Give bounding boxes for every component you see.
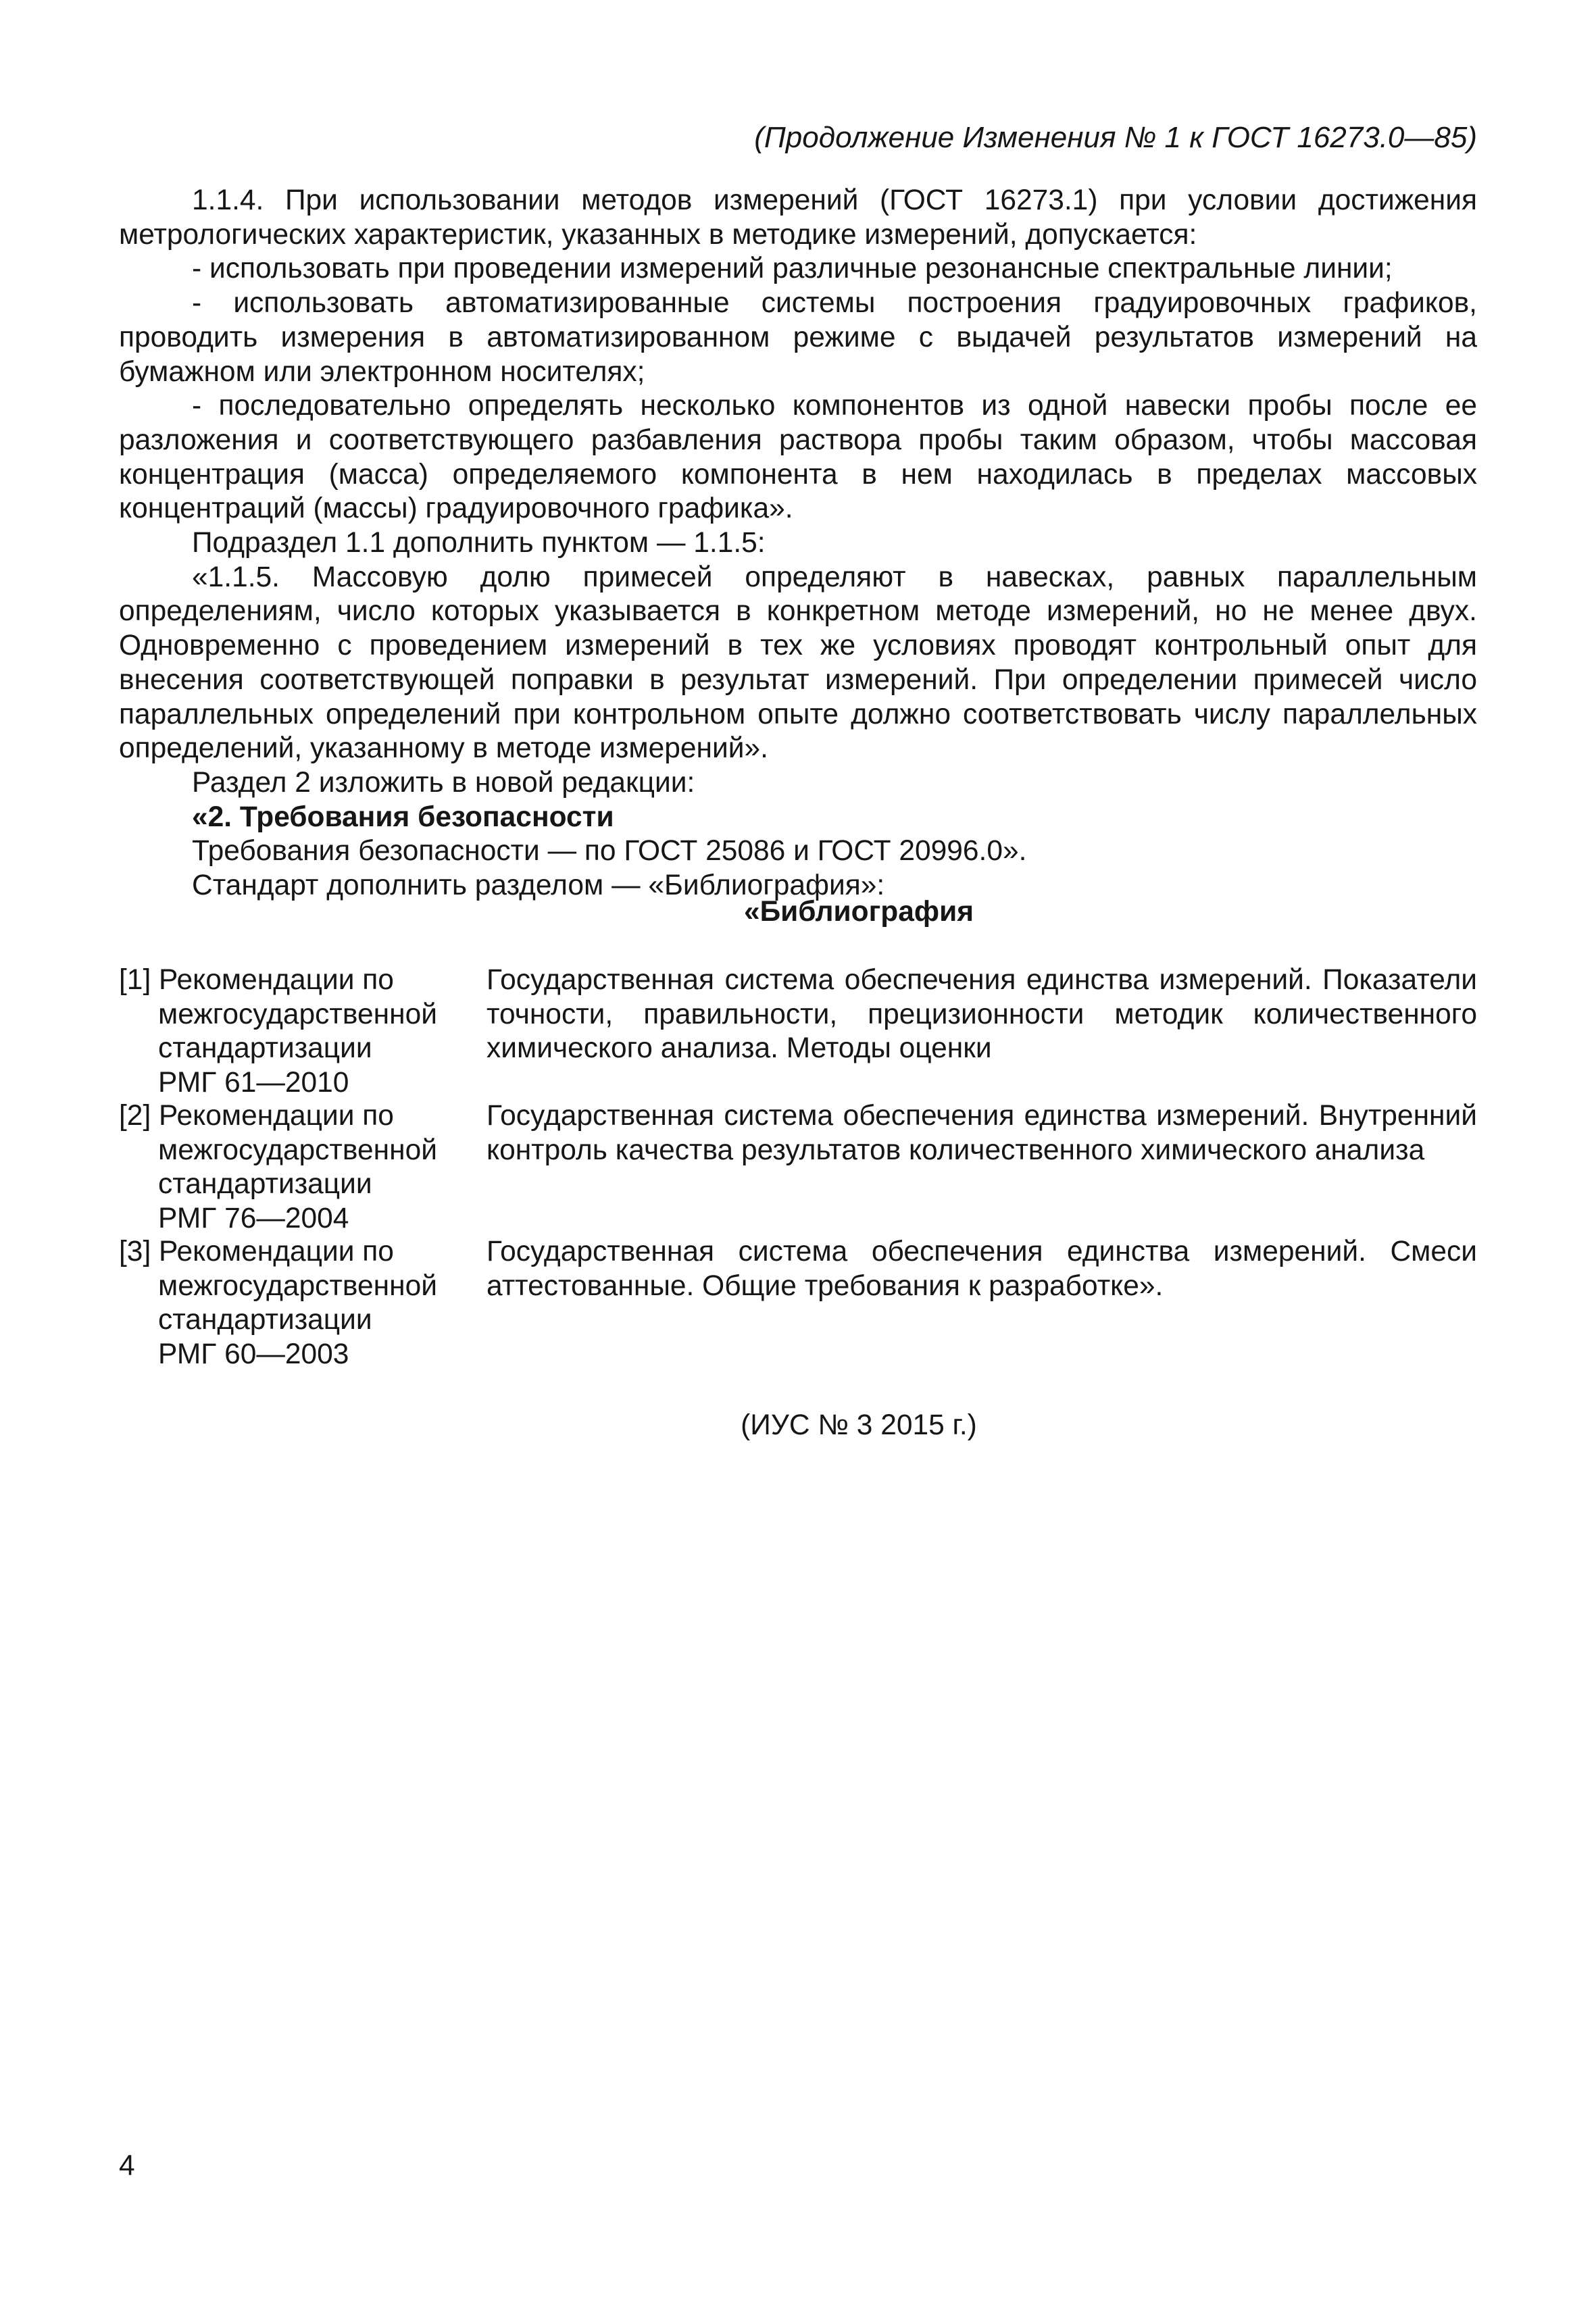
reference-line: межгосударственной — [158, 1269, 437, 1302]
document-body — [119, 184, 1477, 903]
reference-line: межгосударственной — [158, 1134, 437, 1166]
bibliography-entry-reference — [119, 963, 457, 1101]
bibliography-entry-title: Государственная система обеспечения единства измерений. Внутренний контроль качества результатов количественного химического анализа — [487, 1100, 1477, 1166]
paragraph-bullet-sequential: - последовательно определять несколько компонентов из одной навески пробы после ее разложения и соответствующего разбавления раствора пробы таким образом, чтобы массовая концентрация (масса) определяемого компонента в нем находилась в пределах массовых концентраций (массы) градуировочного графика». — [119, 390, 1477, 525]
page-number: 4 — [119, 2150, 135, 2182]
reference-line: [1] Рекомендации по — [119, 964, 394, 996]
reference-line: РМГ 60—2003 — [158, 1338, 349, 1371]
reference-line: стандартизации — [158, 1304, 372, 1336]
bibliography-entry-reference — [119, 1235, 457, 1372]
paragraph-section-2-intro: Раздел 2 изложить в новой редакции: — [192, 766, 695, 799]
bibliography-entry-reference — [119, 1099, 457, 1236]
reference-line: стандартизации — [158, 1168, 372, 1201]
paragraph-add-bibliography: Стандарт дополнить разделом — «Библиография»: — [192, 870, 885, 902]
paragraph-subsection-add: Подраздел 1.1 дополнить пунктом — 1.1.5: — [192, 527, 766, 559]
reference-line: РМГ 76—2004 — [158, 1203, 349, 1235]
section-2-heading: «2. Требования безопасности — [192, 801, 614, 833]
bibliography-entry-title: Государственная система обеспечения единства измерений. Смеси аттестованные. Общие требования к разработке». — [487, 1236, 1477, 1302]
paragraph-1-1-5: «1.1.5. Массовую долю примесей определяют в навесках, равных параллельным определениям, число которых указывается в конкретном методе измерений, но не менее двух. Одновременно с проведением измерений в тех же условиях проводят контрольный опыт для внесения соответствующей поправки в результат измерений. При определении примесей число параллельных определений при контрольном опыте должно соответствовать числу параллельных определений, указанному в методе измерений». — [119, 561, 1477, 765]
paragraph-safety-requirements: Требования безопасности — по ГОСТ 25086 и ГОСТ 20996.0». — [192, 835, 1027, 867]
reference-line: стандартизации — [158, 1032, 372, 1065]
reference-line: [3] Рекомендации по — [119, 1236, 394, 1267]
reference-line: [2] Рекомендации по — [119, 1100, 394, 1132]
ius-reference: (ИУС № 3 2015 г.) — [741, 1409, 977, 1441]
reference-line: межгосударственной — [158, 998, 437, 1030]
bibliography-entry-title: Государственная система обеспечения единства измерений. Показатели точности, правильности, прецизионности методик количественного химического анализа. Методы оценки — [487, 964, 1477, 1065]
continuation-header: (Продолжение Изменения № 1 к ГОСТ 16273.0—85) — [754, 121, 1477, 154]
paragraph-bullet-lines: - использовать при проведении измерений различные резонансные спектральные линии; — [192, 253, 1393, 285]
reference-line: РМГ 61—2010 — [158, 1067, 349, 1099]
bibliography-title: «Библиография — [744, 896, 974, 928]
paragraph-bullet-automation: - использовать автоматизированные системы построения градуировочных графиков, проводить измерения в автоматизированном режиме с выдачей результатов измерений на бумажном или электронном носителях; — [119, 287, 1477, 388]
paragraph-1-1-4: 1.1.4. При использовании методов измерений (ГОСТ 16273.1) при условии достижения метрологических характеристик, указанных в методике измерений, допускается: — [119, 184, 1477, 251]
